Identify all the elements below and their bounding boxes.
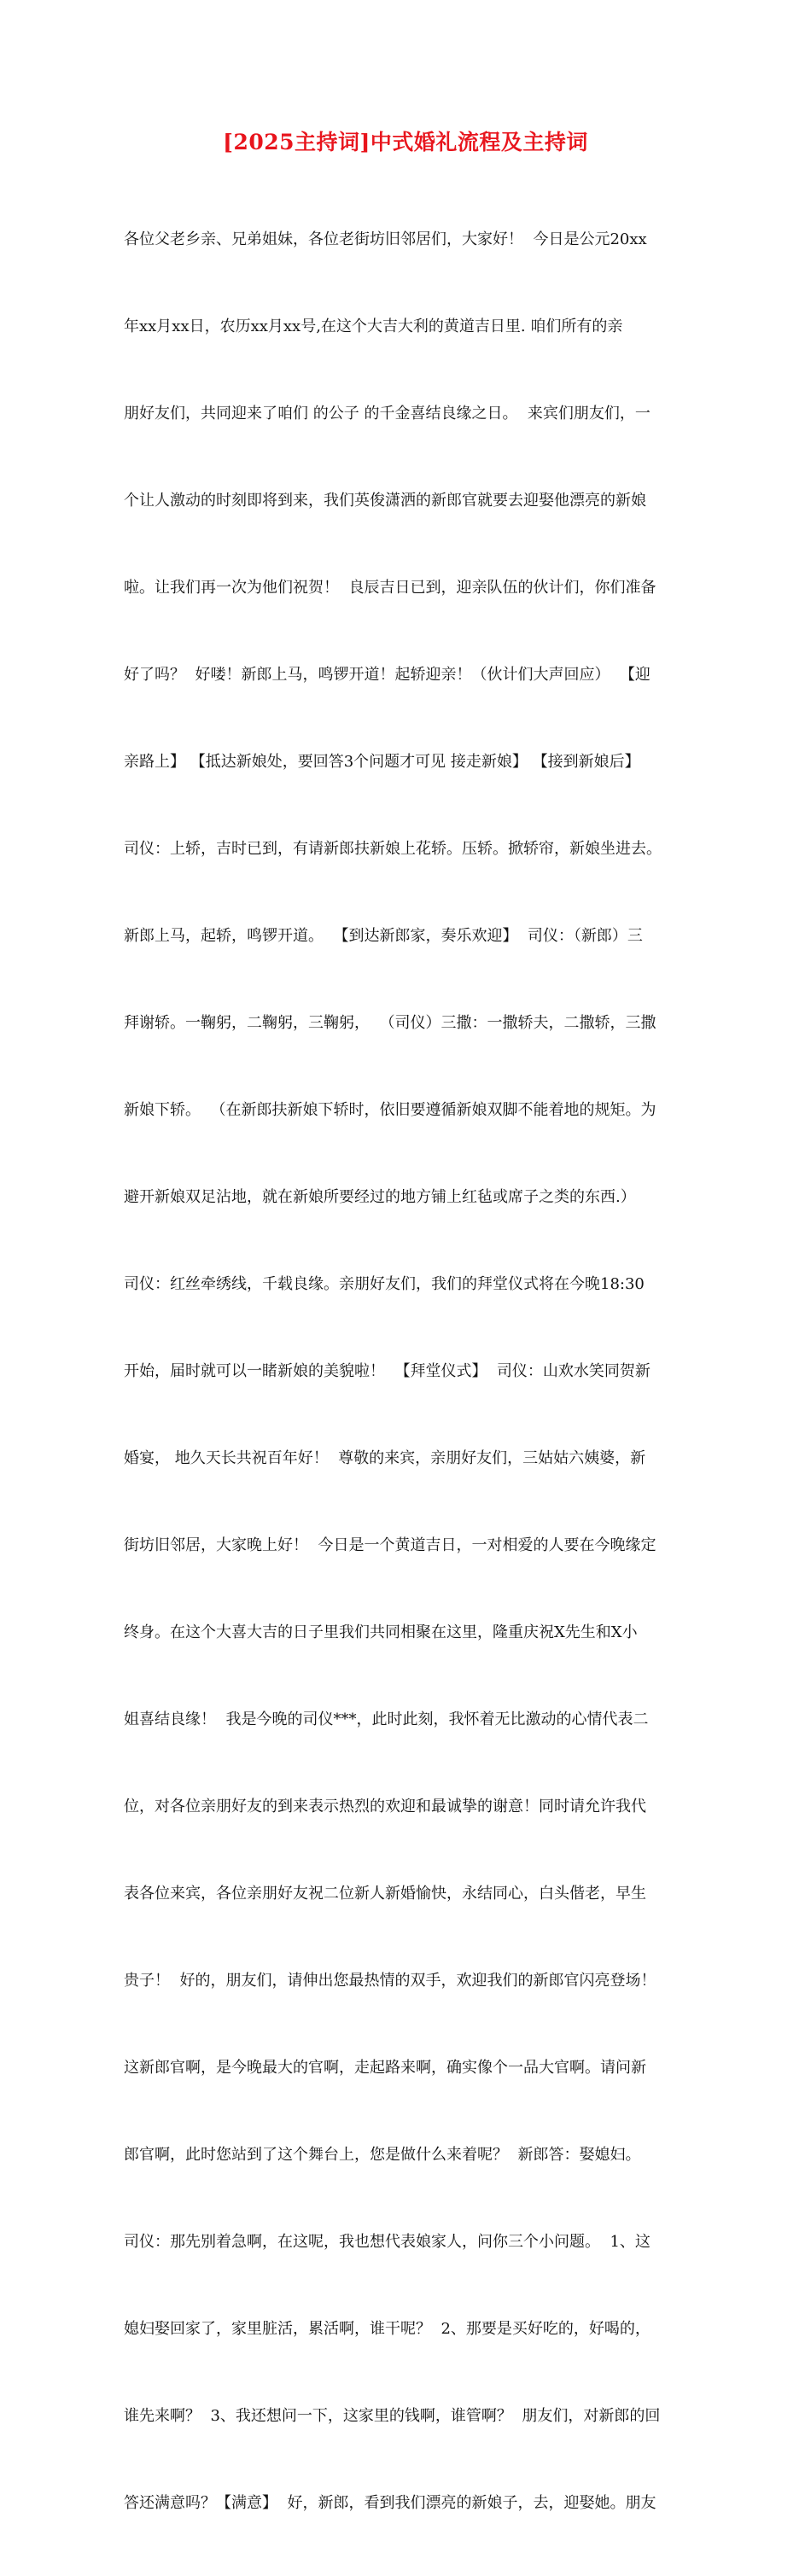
body-line: 新郎上马，起轿，鸣锣开道。 【到达新郎家，奏乐欢迎】 司仪：（新郎）三 <box>124 927 643 945</box>
body-line: 司仪：红丝牵绣线，千载良缘。亲朋好友们，我们的拜堂仪式将在今晚18:30 <box>124 1275 645 1293</box>
body-line: 位，对各位亲朋好友的到来表示热烈的欢迎和最诚挚的谢意！同时请允许我代 <box>124 1798 646 1815</box>
body-line: 表各位来宾，各位亲朋好友祝二位新人新婚愉快，永结同心，白头偕老，早生 <box>124 1885 646 1903</box>
body-line: 答还满意吗？【满意】 好，新郎，看到我们漂亮的新娘子，去，迎娶她。朋友 <box>124 2494 656 2512</box>
document-title: [2025主持词]中式婚礼流程及主持词 <box>223 130 588 154</box>
body-line: 亲路上】 【抵达新娘处，要回答3个问题才可见 接走新娘】 【接到新娘后】 <box>124 753 640 771</box>
body-line: 媳妇娶回家了，家里脏活，累活啊，谁干呢？ 2、那要是买好吃的，好喝的， <box>124 2320 651 2338</box>
body-line: 郎官啊，此时您站到了这个舞台上，您是做什么来着呢？ 新郎答：娶媳妇。 <box>124 2146 641 2164</box>
body-line: 街坊旧邻居，大家晚上好！ 今日是一个黄道吉日，一对相爱的人要在今晚缘定 <box>124 1536 656 1554</box>
body-line: 啦。让我们再一次为他们祝贺！ 良辰吉日已到，迎亲队伍的伙计们，你们准备 <box>124 579 656 597</box>
body-line: 婚宴， 地久天长共祝百年好！ 尊敬的来宾，亲朋好友们，三姑姑六姨婆，新 <box>124 1449 646 1467</box>
body-line: 年xx月xx日，农历xx月xx号,在这个大吉大利的黄道吉日里. 咱们所有的亲 <box>124 318 623 335</box>
body-line: 新娘下轿。 （在新郎扶新娘下轿时，依旧要遵循新娘双脚不能着地的规矩。为 <box>124 1101 656 1119</box>
body-line: 好了吗？ 好喽！新郎上马，鸣锣开道！起轿迎亲！（伙计们大声回应） 【迎 <box>124 666 651 684</box>
body-line: 拜谢轿。一鞠躬，二鞠躬，三鞠躬， （司仪）三撒：一撒轿夫，二撒轿，三撒 <box>124 1014 656 1032</box>
body-line: 避开新娘双足沾地，就在新娘所要经过的地方铺上红毡或席子之类的东西.） <box>124 1188 636 1206</box>
body-line: 开始，届时就可以一睹新娘的美貌啦！ 【拜堂仪式】 司仪：山欢水笑同贺新 <box>124 1362 651 1380</box>
body-line: 司仪：上轿，吉时已到，有请新郎扶新娘上花轿。压轿。掀轿帘，新娘坐进去。 <box>124 840 662 858</box>
body-line: 贵子！ 好的，朋友们，请伸出您最热情的双手，欢迎我们的新郎官闪亮登场！ <box>124 1972 656 1990</box>
body-line: 谁先来啊？ 3、我还想问一下，这家里的钱啊，谁管啊？ 朋友们，对新郎的回 <box>124 2407 661 2425</box>
document-body <box>124 167 687 2576</box>
body-line: 终身。在这个大喜大吉的日子里我们共同相聚在这里，隆重庆祝X先生和X小 <box>124 1623 638 1641</box>
body-line: 各位父老乡亲、兄弟姐妹，各位老街坊旧邻居们，大家好！ 今日是公元20xx <box>124 230 647 248</box>
body-line: 姐喜结良缘！ 我是今晚的司仪***，此时此刻，我怀着无比激动的心情代表二 <box>124 1711 649 1728</box>
body-line: 这新郎官啊，是今晚最大的官啊，走起路来啊，确实像个一品大官啊。请问新 <box>124 2059 646 2077</box>
body-line: 朋好友们，共同迎来了咱们 的公子 的千金喜结良缘之日。 来宾们朋友们，一 <box>124 405 651 423</box>
body-line: 司仪：那先别着急啊，在这呢，我也想代表娘家人，问你三个小问题。 1、这 <box>124 2233 651 2251</box>
body-line: 个让人激动的时刻即将到来，我们英俊潇洒的新郎官就要去迎娶他漂亮的新娘 <box>124 492 646 510</box>
